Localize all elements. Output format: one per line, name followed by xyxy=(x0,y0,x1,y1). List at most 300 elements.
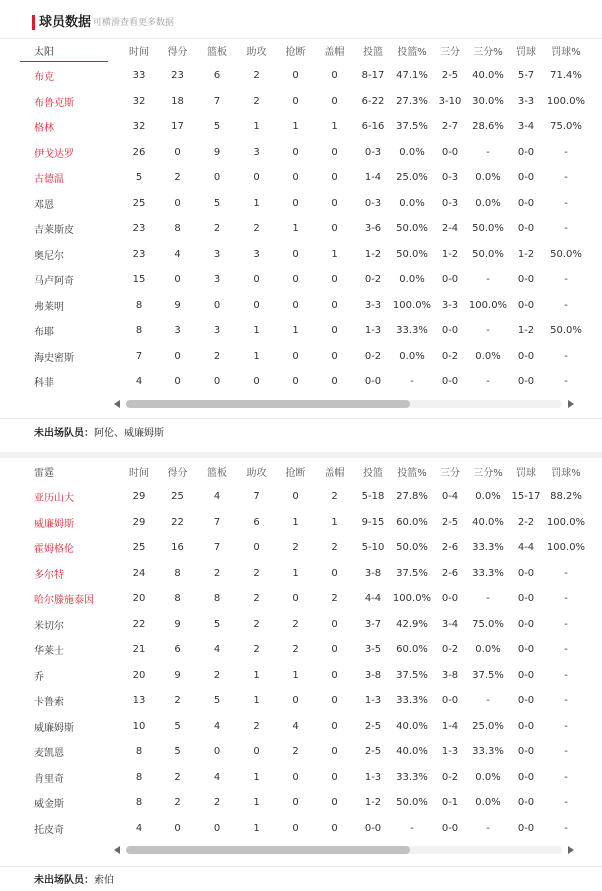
column-header: 抢断 xyxy=(285,468,306,479)
stat-cell: 0-0 xyxy=(517,567,535,579)
stat-cell: 1-2 xyxy=(364,248,382,260)
divider xyxy=(0,418,602,419)
stat-cell: 37.5% xyxy=(396,121,428,133)
stat-cell: 2 xyxy=(174,695,181,707)
stat-cell: 0 xyxy=(213,172,221,184)
table-row xyxy=(0,561,602,587)
stat-cell: 1 xyxy=(331,516,338,528)
stat-cell: 3-8 xyxy=(364,669,382,681)
stat-cell: - xyxy=(564,350,568,362)
player-name: 吉莱斯皮 xyxy=(34,225,74,237)
stat-cell: 2 xyxy=(331,542,338,554)
stat-cell: 29 xyxy=(132,491,146,503)
stat-cell: 0 xyxy=(331,695,338,707)
stat-cell: 7 xyxy=(213,516,221,528)
stat-cell: 2-5 xyxy=(364,720,382,732)
stat-cell: 2-7 xyxy=(441,121,459,133)
column-header: 盖帽 xyxy=(324,468,345,479)
scroll-left-arrow-icon[interactable] xyxy=(114,400,120,408)
player-name: 邓恩 xyxy=(34,199,54,211)
stat-cell: 50.0% xyxy=(550,248,582,260)
table-row xyxy=(0,267,602,293)
stat-cell: 9 xyxy=(174,299,181,311)
stat-cell: 0 xyxy=(174,146,181,158)
stat-cell: 29 xyxy=(132,516,146,528)
stat-cell: 0 xyxy=(331,223,338,235)
stat-cell: 0-0 xyxy=(517,274,535,286)
table-row xyxy=(0,63,602,89)
player-name: 威廉姆斯 xyxy=(34,722,74,734)
team-table-thunder[interactable] xyxy=(0,459,602,859)
stat-cell: 1 xyxy=(292,121,299,133)
stat-cell: - xyxy=(564,223,568,235)
team-name[interactable]: 雷霆 xyxy=(34,468,54,479)
stat-cell: 2 xyxy=(331,593,338,605)
player-name: 米切尔 xyxy=(34,620,64,632)
stat-cell: 20 xyxy=(132,669,146,681)
stat-cell: 2 xyxy=(253,70,260,82)
stat-cell: 23 xyxy=(132,248,146,260)
table-row xyxy=(0,612,602,638)
player-name[interactable]: 哈尔滕施泰因 xyxy=(34,595,94,607)
stat-cell: 0-0 xyxy=(517,644,535,656)
stat-cell: 0-3 xyxy=(364,197,382,209)
stat-cell: 2 xyxy=(253,644,260,656)
stat-cell: 2-6 xyxy=(441,542,459,554)
column-header: 得分 xyxy=(167,468,188,479)
scroll-right-arrow-icon[interactable] xyxy=(568,846,574,854)
stat-cell: 3-3 xyxy=(364,299,382,311)
stat-cell: 4 xyxy=(213,491,221,503)
stat-cell: 0-0 xyxy=(364,822,382,834)
stat-cell: 33.3% xyxy=(472,567,504,579)
stat-cell: 0 xyxy=(292,771,299,783)
section-gap xyxy=(0,452,602,458)
stat-cell: 15-17 xyxy=(511,491,541,503)
stat-cell: 2 xyxy=(213,350,221,362)
table-row xyxy=(0,739,602,765)
stat-cell: 0 xyxy=(292,70,299,82)
stat-cell: 50.0% xyxy=(396,797,428,809)
player-name[interactable]: 霍姆格伦 xyxy=(34,544,74,556)
stat-cell: 0 xyxy=(331,350,338,362)
stat-cell: 3-7 xyxy=(364,618,382,630)
stat-cell: 0 xyxy=(331,70,338,82)
stat-cell: 0 xyxy=(331,146,338,158)
stat-cell: 5 xyxy=(135,172,143,184)
stat-cell: 37.5% xyxy=(396,669,428,681)
column-header: 盖帽 xyxy=(324,47,345,58)
stat-cell: 2 xyxy=(213,223,221,235)
stat-cell: 75.0% xyxy=(472,618,504,630)
stat-cell: 0-3 xyxy=(441,172,459,184)
stat-cell: 8 xyxy=(135,325,143,337)
stat-cell: 3-4 xyxy=(441,618,459,630)
stat-cell: 0.0% xyxy=(399,274,425,286)
stat-cell: 0-0 xyxy=(517,172,535,184)
stat-cell: 23 xyxy=(171,70,184,82)
stat-cell: 5 xyxy=(213,695,221,707)
scroll-left-arrow-icon[interactable] xyxy=(114,846,120,854)
stat-cell: 37.5% xyxy=(472,669,504,681)
stat-cell: 3-4 xyxy=(517,121,535,133)
player-name: 弗莱明 xyxy=(34,301,64,313)
stat-cell: 5 xyxy=(213,618,221,630)
player-name: 科菲 xyxy=(34,378,54,390)
stat-cell: 3-3 xyxy=(517,95,535,107)
stat-cell: 1 xyxy=(253,350,260,362)
stat-cell: 0-2 xyxy=(364,350,382,362)
table-row xyxy=(0,535,602,561)
horizontal-scrollbar[interactable] xyxy=(0,395,602,413)
stat-cell: - xyxy=(564,746,568,758)
stat-cell: 0 xyxy=(253,172,260,184)
stat-cell: 4 xyxy=(213,644,221,656)
stat-cell: 0 xyxy=(331,822,338,834)
stat-cell: - xyxy=(564,146,568,158)
stat-cell: 0 xyxy=(292,172,299,184)
stat-cell: 0 xyxy=(253,299,260,311)
stat-cell: 28.6% xyxy=(472,121,504,133)
stat-cell: 0 xyxy=(174,274,181,286)
stat-cell: 0 xyxy=(331,644,338,656)
stat-cell: 1-3 xyxy=(364,325,382,337)
stat-cell: 0-0 xyxy=(517,746,535,758)
stat-cell: 4-4 xyxy=(364,593,382,605)
stat-cell: 6 xyxy=(213,70,221,82)
stat-cell: 3 xyxy=(253,146,260,158)
stat-cell: 3-8 xyxy=(441,669,459,681)
stat-cell: 5-10 xyxy=(361,542,385,554)
stat-cell: 47.1% xyxy=(396,70,428,82)
column-header: 抢断 xyxy=(285,47,306,58)
stat-cell: 0 xyxy=(292,797,299,809)
stat-cell: 22 xyxy=(171,516,184,528)
stat-cell: 1 xyxy=(253,325,260,337)
stat-cell: 0.0% xyxy=(399,146,425,158)
stat-cell: 3-3 xyxy=(441,299,459,311)
stat-cell: 27.8% xyxy=(396,491,428,503)
column-header: 投篮 xyxy=(363,47,383,58)
stat-cell: 25 xyxy=(132,542,146,554)
divider xyxy=(0,866,602,867)
stat-cell: 2-5 xyxy=(364,746,382,758)
stat-cell: 0 xyxy=(213,746,221,758)
bench-names: 索伯 xyxy=(94,875,114,886)
stat-cell: 0 xyxy=(292,299,299,311)
stat-cell: - xyxy=(486,325,490,337)
column-header: 篮板 xyxy=(207,47,227,58)
stat-cell: 16 xyxy=(171,542,184,554)
stat-cell: - xyxy=(564,618,568,630)
stat-cell: 1-2 xyxy=(364,797,382,809)
table-row xyxy=(0,816,602,842)
horizontal-scrollbar[interactable] xyxy=(0,841,602,859)
stat-cell: 0-0 xyxy=(517,350,535,362)
stat-cell: 0.0% xyxy=(475,797,501,809)
stat-cell: 2 xyxy=(292,542,299,554)
stat-cell: 0 xyxy=(331,746,338,758)
stat-cell: 3-6 xyxy=(364,223,382,235)
stat-cell: 18 xyxy=(171,95,184,107)
stat-cell: 88.2% xyxy=(550,491,582,503)
stat-cell: 0 xyxy=(292,197,299,209)
stat-cell: 100.0% xyxy=(392,299,432,311)
player-name[interactable]: 格林 xyxy=(34,123,54,135)
stat-cell: 8 xyxy=(135,797,143,809)
scroll-thumb[interactable] xyxy=(126,400,410,408)
stat-cell: 2 xyxy=(174,771,181,783)
stat-cell: 3-8 xyxy=(364,567,382,579)
stat-cell: 2-5 xyxy=(441,516,459,528)
stat-cell: 2-5 xyxy=(441,70,459,82)
stat-cell: 0 xyxy=(331,325,338,337)
table-row xyxy=(0,293,602,319)
stat-cell: 0-0 xyxy=(517,720,535,732)
stat-cell: 25 xyxy=(171,491,184,503)
stat-cell: 4 xyxy=(213,771,221,783)
table-row xyxy=(0,510,602,536)
stat-cell: 1-2 xyxy=(517,325,535,337)
stat-cell: 0 xyxy=(331,376,338,388)
stat-cell: 71.4% xyxy=(550,70,582,82)
stat-cell: 0-0 xyxy=(441,146,459,158)
bench-label: 未出场队员： xyxy=(34,875,94,886)
stat-cell: 100.0% xyxy=(546,95,586,107)
stat-cell: - xyxy=(486,822,490,834)
stat-cell: 1-4 xyxy=(364,172,382,184)
stat-cell: 3 xyxy=(213,248,221,260)
stat-cell: - xyxy=(564,197,568,209)
stat-cell: 0 xyxy=(331,172,338,184)
stat-cell: 8 xyxy=(174,567,181,579)
stat-cell: 8 xyxy=(174,223,181,235)
table-row xyxy=(0,216,602,242)
player-name[interactable]: 威廉姆斯 xyxy=(34,518,74,530)
stat-cell: 1 xyxy=(253,669,260,681)
stat-cell: - xyxy=(410,822,414,834)
team-tab-underline xyxy=(20,61,108,62)
stat-cell: 2 xyxy=(253,720,260,732)
stat-cell: 6 xyxy=(253,516,260,528)
stat-cell: 1 xyxy=(253,197,260,209)
player-name[interactable]: 亚历山大 xyxy=(34,493,74,505)
stat-cell: 50.0% xyxy=(396,223,428,235)
stat-cell: 5 xyxy=(213,197,221,209)
stat-cell: 0 xyxy=(292,274,299,286)
stat-cell: 4 xyxy=(135,822,143,834)
stat-cell: 33.3% xyxy=(396,325,428,337)
stat-cell: 0 xyxy=(292,376,299,388)
stat-cell: 0 xyxy=(253,274,260,286)
player-name[interactable]: 布克 xyxy=(34,72,54,84)
stat-cell: 0-0 xyxy=(364,376,382,388)
stat-cell: 0 xyxy=(331,274,338,286)
stat-cell: - xyxy=(564,822,568,834)
stat-cell: 2-2 xyxy=(517,516,535,528)
stat-cell: 0-0 xyxy=(517,593,535,605)
column-header: 得分 xyxy=(167,47,188,58)
stat-cell: - xyxy=(564,172,568,184)
stat-cell: 0 xyxy=(292,491,299,503)
stat-cell: 0 xyxy=(331,95,338,107)
stat-cell: 2 xyxy=(253,223,260,235)
stat-cell: - xyxy=(410,376,414,388)
stat-cell: 3-5 xyxy=(364,644,382,656)
player-name: 威金斯 xyxy=(34,799,64,811)
bench-names: 阿伦、威廉姆斯 xyxy=(94,428,164,439)
stat-cell: 2 xyxy=(292,746,299,758)
stat-cell: 75.0% xyxy=(550,121,582,133)
stat-cell: 0-0 xyxy=(517,618,535,630)
stat-cell: - xyxy=(564,299,568,311)
column-header: 篮板 xyxy=(207,468,227,479)
stat-cell: 0 xyxy=(292,695,299,707)
stat-cell: 0-0 xyxy=(441,274,459,286)
table-row xyxy=(0,344,602,370)
table-row xyxy=(0,790,602,816)
stat-cell: - xyxy=(564,771,568,783)
player-name: 海史密斯 xyxy=(34,352,74,364)
stat-cell: 20 xyxy=(132,593,146,605)
stat-cell: 0 xyxy=(292,822,299,834)
stat-cell: 0-0 xyxy=(441,593,459,605)
player-name[interactable]: 布鲁克斯 xyxy=(34,97,74,109)
stat-cell: - xyxy=(564,669,568,681)
stat-cell: 0-0 xyxy=(517,299,535,311)
stat-cell: 0 xyxy=(331,669,338,681)
stat-cell: - xyxy=(564,567,568,579)
bench-label: 未出场队员： xyxy=(34,428,94,439)
table-row xyxy=(0,191,602,217)
stat-cell: 50.0% xyxy=(472,248,504,260)
stat-cell: - xyxy=(486,593,490,605)
stat-cell: 40.0% xyxy=(472,516,504,528)
stat-cell: - xyxy=(486,274,490,286)
team-table-suns[interactable] xyxy=(0,38,602,413)
column-header: 三分 xyxy=(440,468,460,479)
column-header: 投篮 xyxy=(363,468,383,479)
stat-cell: 2 xyxy=(331,491,338,503)
stat-cell: 5-7 xyxy=(517,70,535,82)
stat-cell: 4-4 xyxy=(517,542,535,554)
scroll-thumb[interactable] xyxy=(126,846,410,854)
stat-cell: 37.5% xyxy=(396,567,428,579)
stat-cell: 0.0% xyxy=(475,491,501,503)
column-header: 三分% xyxy=(473,47,503,58)
stat-cell: 2 xyxy=(253,567,260,579)
stat-cell: 0.0% xyxy=(399,197,425,209)
stat-cell: 2 xyxy=(174,172,181,184)
stat-cell: - xyxy=(486,146,490,158)
stat-cell: 2 xyxy=(292,618,299,630)
stat-cell: - xyxy=(564,376,568,388)
column-header: 罚球 xyxy=(516,47,536,58)
team-name[interactable]: 太阳 xyxy=(34,47,54,58)
player-name: 卡鲁索 xyxy=(34,697,64,709)
scroll-right-arrow-icon[interactable] xyxy=(568,400,574,408)
column-header: 助攻 xyxy=(246,47,267,58)
stat-cell: 21 xyxy=(132,644,146,656)
stat-cell: 40.0% xyxy=(472,70,504,82)
stat-cell: 0-0 xyxy=(517,223,535,235)
stat-cell: 0 xyxy=(331,567,338,579)
stat-cell: 25.0% xyxy=(396,172,428,184)
stat-cell: 15 xyxy=(132,274,146,286)
stat-cell: 4 xyxy=(213,720,221,732)
table-row xyxy=(0,484,602,510)
stat-cell: 0-0 xyxy=(517,669,535,681)
stat-cell: 2 xyxy=(253,95,260,107)
stat-cell: 0-4 xyxy=(441,491,459,503)
player-name[interactable]: 伊戈达罗 xyxy=(34,148,74,160)
stat-cell: 7 xyxy=(213,542,221,554)
bench-players-thunder xyxy=(34,871,114,886)
stat-cell: 0-3 xyxy=(441,197,459,209)
stat-cell: - xyxy=(564,695,568,707)
stat-cell: 0 xyxy=(331,720,338,732)
bench-players-suns xyxy=(34,424,164,439)
stat-cell: 1 xyxy=(253,695,260,707)
stat-cell: - xyxy=(564,274,568,286)
stat-cell: 0 xyxy=(292,95,299,107)
stat-cell: 0-1 xyxy=(441,797,459,809)
stat-cell: 8 xyxy=(135,771,143,783)
stat-cell: 0-2 xyxy=(441,644,459,656)
stat-cell: 0 xyxy=(292,146,299,158)
stat-cell: 50.0% xyxy=(472,223,504,235)
stat-cell: 3 xyxy=(213,325,221,337)
stat-cell: 0-2 xyxy=(441,771,459,783)
player-name[interactable]: 多尔特 xyxy=(34,569,64,581)
stat-cell: 1 xyxy=(253,121,260,133)
stat-cell: 40.0% xyxy=(396,720,428,732)
column-header: 投篮% xyxy=(397,468,427,479)
stat-cell: 0 xyxy=(331,618,338,630)
stat-cell: 0 xyxy=(292,593,299,605)
stat-cell: 5 xyxy=(174,720,181,732)
player-name: 奥尼尔 xyxy=(34,250,64,262)
stat-cell: 0 xyxy=(253,376,260,388)
stat-cell: 4 xyxy=(174,248,181,260)
stat-cell: 50.0% xyxy=(396,248,428,260)
player-name[interactable]: 古德温 xyxy=(34,174,64,186)
table-row xyxy=(0,318,602,344)
stat-cell: 0-0 xyxy=(517,822,535,834)
stat-cell: 0-0 xyxy=(517,797,535,809)
stat-cell: 0 xyxy=(331,771,338,783)
stat-cell: 60.0% xyxy=(396,644,428,656)
player-name: 托皮奇 xyxy=(34,824,64,836)
table-row xyxy=(0,89,602,115)
stat-cell: 8 xyxy=(135,746,143,758)
stat-cell: 1-2 xyxy=(517,248,535,260)
stat-cell: 8 xyxy=(174,593,181,605)
stat-cell: 3 xyxy=(174,325,181,337)
stat-cell: 0.0% xyxy=(475,771,501,783)
stat-cell: 32 xyxy=(132,95,146,107)
stat-cell: 5-18 xyxy=(361,491,385,503)
stat-cell: 42.9% xyxy=(396,618,428,630)
accent-bar xyxy=(32,15,35,30)
stat-cell: 0 xyxy=(174,376,181,388)
stat-cell: 0-0 xyxy=(441,822,459,834)
stat-cell: 0 xyxy=(292,350,299,362)
stat-cell: 7 xyxy=(253,491,260,503)
player-name: 麦凯恩 xyxy=(34,748,64,760)
table-row xyxy=(0,369,602,395)
stat-cell: 10 xyxy=(132,720,146,732)
